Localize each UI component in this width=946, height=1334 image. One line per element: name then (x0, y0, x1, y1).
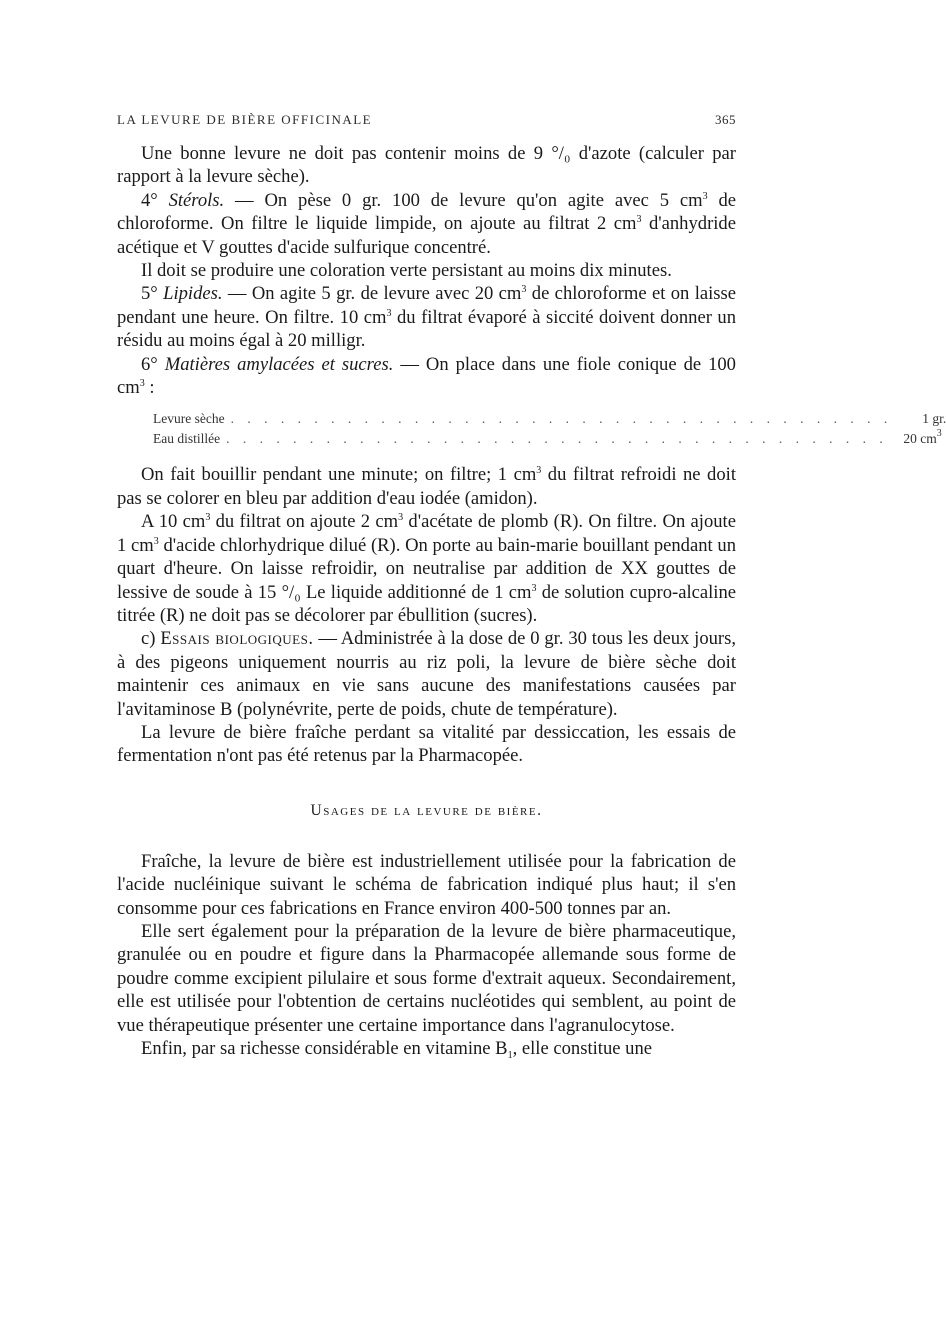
paragraph-filtrat: A 10 $cm^3$ du filtrat on ajoute 2 $cm^3$ d'acétate de plomb (R). On filtre. On ajoute 1 $cm^3$ d'acide chlorhydrique dilué (R). On porte au bain-marie bouillant pendant un quart d'heure. On laisse refroidir, on neutralise par addition de XX gouttes de lessive de soude à 15 °/₀ Le liquide additionné de 1 $cm^3$ de solution cupro-alcaline titrée (R) ne doit pas se décolorer par ébullition (sucres). (117, 511, 737, 626)
row-label: Levure sèche (153, 411, 225, 427)
heading-lipides: Lipides. (163, 283, 223, 305)
paragraph-essais-biologiques: c) Essais biologiques. — Administrée à la dose de 0 gr. 30 tous les deux jours, à des pigeons uniquement nourris au riz poli, la levure de bière sèche doit maintenir ces animaux en vie sans aucune des manifestations causées par l'avitaminose B (polynévrite, perte de poids, chute de température). (117, 628, 736, 720)
paragraph-coloration: Il doit se produire une coloration verte persistant au moins dix minutes. (141, 260, 672, 282)
page-number: 365 (715, 112, 736, 127)
leader-dots: . . . . . . . . . . . . . . . . . . . . . . . . . . . . . . . . . . . . . . . . (230, 411, 893, 427)
running-header (117, 112, 736, 128)
paragraph-lipides: 5° Lipides. — On agite 5 gr. de levure avec 20 $cm^3$ de chloroforme et on laisse pendant une heure. On filtre. 10 $cm^3$ du filtrat évaporé à siccité doivent donner un résidu au moins égal à 20 milligr. (117, 283, 737, 352)
paragraph-sterols: 4° Stérols. — On pèse 0 gr. 100 de levure qu'on agite avec 5 $cm^3$ de chloroforme. On filtre le liquide limpide, on ajoute au filtrat 2 $cm^3$ d'anhydride acétique et V gouttes d'acide sulfurique concentré. (117, 189, 736, 258)
row-value: 20 $cm^3$ (903, 428, 942, 447)
running-title: LA LEVURE DE BIÈRE OFFICINALE (117, 112, 373, 127)
leader-dots: . . . . . . . . . . . . . . . . . . . . . . . . . . . . . . . . . . . . . . . . (226, 431, 888, 447)
paragraph-pharmaceutique: Elle sert également pour la préparation de la levure de bière pharmaceutique, granulée ou en poudre et figure dans la Pharmacopée allemande sous forme de poudre comme excipient pilulaire et sous forme d'extrait aqueux. Secondairement, elle est utilisée pour l'obtention de certains nucléotides qui semblent, au point de vue thérapeutique présenter une certaine importance dans l'agranulocytose. (117, 920, 736, 1036)
paragraph-vitamine: Enfin, par sa richesse considérable en vitamine $B_1$, elle constitue une (141, 1038, 653, 1061)
row-value: 1 gr. (922, 411, 946, 427)
heading-essais-biologiques: Essais biologiques. (160, 628, 314, 650)
heading-matieres: Matières amylacées et sucres. (164, 353, 394, 375)
paragraph-fermentation: La levure de bière fraîche perdant sa vitalité par dessiccation, les essais de fermentation n'ont pas été retenus par la Pharmacopée. (117, 721, 736, 767)
table-row (153, 428, 942, 449)
row-label: Eau distillée (153, 431, 221, 447)
heading-sterols: Stérols. (168, 189, 225, 211)
table-row (153, 409, 946, 429)
section-title: Usages de la levure de bière. (310, 801, 543, 819)
paragraph-fraiche: Fraîche, la levure de bière est industriellement utilisée pour la fabrication de l'acide nucléinique suivant le schéma de fabrication indiqué plus haut; il s'en consomme pour ces fabrications en France environ 400-500 tonnes par an. (117, 850, 736, 919)
ingredients-table (153, 409, 946, 449)
paragraph-bouillir: On fait bouillir pendant une minute; on filtre; 1 $cm^3$ du filtrat refroidi ne doit pas se colorer en bleu par addition d'eau iodée (amidon). (117, 464, 736, 509)
paragraph-azote: Une bonne levure ne doit pas contenir moins de 9 °/₀ d'azote (calculer par rapport à la levure sèche). (117, 143, 736, 188)
paragraph-matieres: 6° Matières amylacées et sucres. — On place dans une fiole conique de 100 $cm^3$ : (117, 353, 736, 399)
